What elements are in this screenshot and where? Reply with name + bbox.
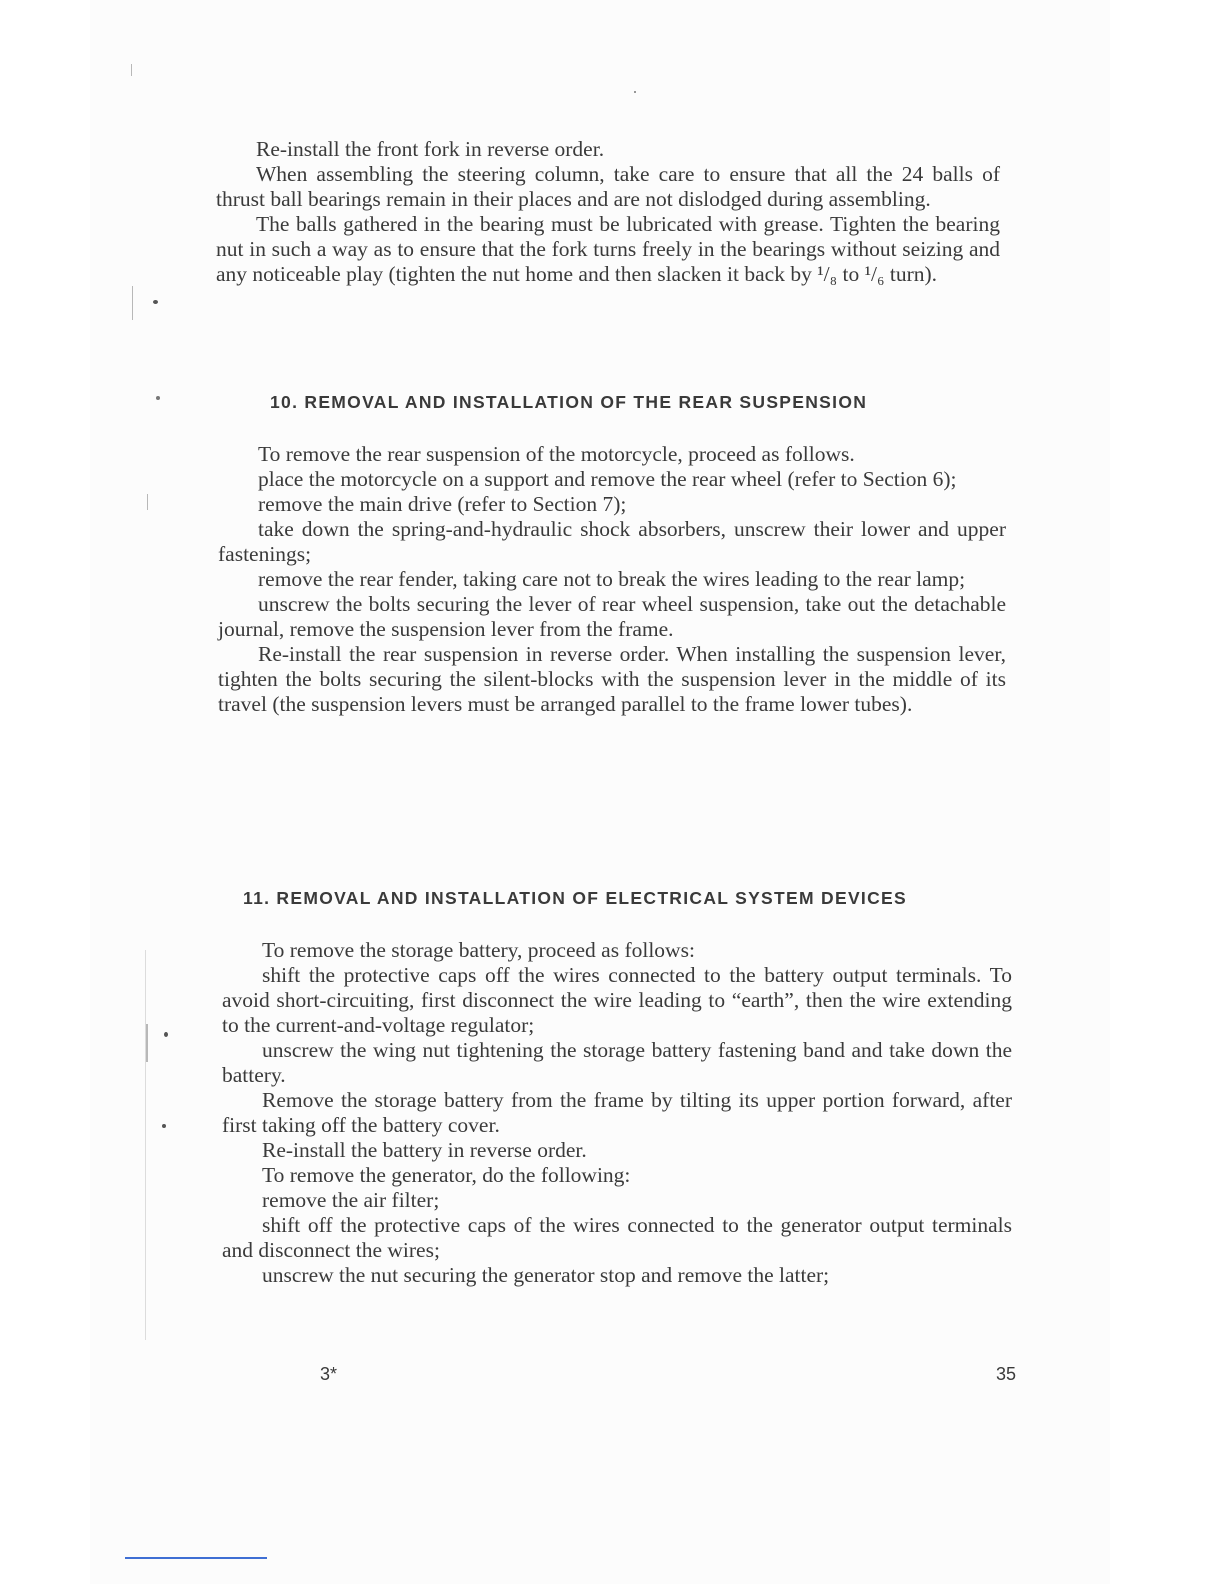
paragraph: take down the spring-and-hydraulic shock absorbers, unscrew their lower and upper fastenings;	[218, 517, 1006, 566]
paragraph: Re-install the battery in reverse order.	[262, 1138, 587, 1162]
scan-mark	[147, 494, 148, 510]
scan-mark	[131, 64, 132, 76]
paragraph: To remove the rear suspension of the motorcycle, proceed as follows.	[258, 442, 855, 466]
scan-mark	[156, 396, 160, 400]
paragraph: remove the rear fender, taking care not to break the wires leading to the rear lamp;	[258, 567, 966, 591]
paragraph: shift off the protective caps of the wires connected to the generator output terminals and disconnect the wires;	[222, 1213, 1012, 1262]
scan-mark	[132, 286, 133, 320]
signature-mark: 3*	[320, 1364, 338, 1384]
paragraph: remove the main drive (refer to Section 7);	[258, 492, 627, 516]
section-10-heading: 10. REMOVAL AND INSTALLATION OF THE REAR SUSPENSION	[270, 392, 868, 412]
paragraph: Remove the storage battery from the frame by tilting its upper portion forward, after first taking off the battery cover.	[222, 1088, 1012, 1137]
paragraph: Re-install the front fork in reverse order.	[256, 137, 605, 161]
paragraph: shift the protective caps off the wires connected to the battery output terminals. To avoid short-circuiting, first disconnect the wire leading to “earth”, then the wire extending to the current-and-voltage regulator;	[222, 963, 1012, 1037]
section-10-text	[218, 442, 1006, 717]
scan-mark	[153, 300, 158, 304]
scan-mark	[164, 1032, 168, 1037]
paragraph: To remove the generator, do the following:	[262, 1163, 631, 1187]
scan-mark	[146, 1024, 148, 1062]
paragraph: To remove the storage battery, proceed as follows:	[262, 938, 695, 962]
paragraph: place the motorcycle on a support and remove the rear wheel (refer to Section 6);	[258, 467, 957, 491]
section-9-text	[216, 137, 1000, 287]
scan-mark	[634, 91, 636, 93]
scan-edge-line	[125, 1557, 267, 1559]
paragraph: Re-install the rear suspension in reverse order. When installing the suspension lever, tighten the bolts securing the silent-blocks with the suspension lever in the middle of its travel (the suspension levers must be arranged parallel to the frame lower tubes).	[218, 642, 1006, 716]
paragraph: unscrew the wing nut tightening the storage battery fastening band and take down the battery.	[222, 1038, 1012, 1087]
paragraph: unscrew the nut securing the generator stop and remove the latter;	[262, 1263, 830, 1287]
paragraph: When assembling the steering column, take care to ensure that all the 24 balls of thrust ball bearings remain in their places and are not dislodged during assembling.	[216, 162, 1000, 211]
page-number: 35	[996, 1364, 1017, 1384]
section-11-heading: 11. REMOVAL AND INSTALLATION OF ELECTRICAL SYSTEM DEVICES	[243, 888, 907, 908]
paragraph: The balls gathered in the bearing must be lubricated with grease. Tighten the bearing nut in such a way as to ensure that the fork turns freely in the bearings without seizing and any noticeable play (tighten the nut home and then slacken it back by ¹/₈ to ¹/₆ turn).	[216, 212, 1000, 286]
paragraph: unscrew the bolts securing the lever of rear wheel suspension, take out the detachable journal, remove the suspension lever from the frame.	[218, 592, 1006, 641]
section-11-text	[222, 938, 1012, 1288]
paragraph: remove the air filter;	[262, 1188, 440, 1212]
scan-mark	[145, 950, 146, 1340]
scan-mark	[162, 1124, 166, 1128]
